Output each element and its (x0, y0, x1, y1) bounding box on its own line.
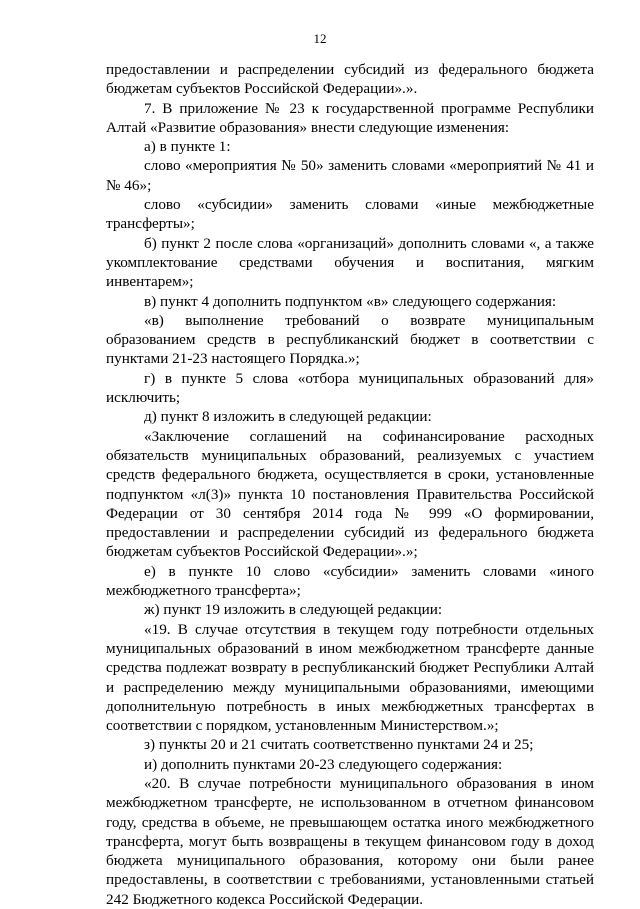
paragraph: предоставлении и распределении субсидий из федерального бюджета бюджетам субъектов Российской Федерации».». (106, 61, 594, 98)
paragraph: 7. В приложение № 23 к государственной программе Республики Алтай «Развитие образования» внести следующие изменения: (106, 99, 594, 136)
paragraph: «19. В случае отсутствия в текущем году потребности отдельных муниципальных образований в ином межбюджетном трансферте данные средства подлежат возврату в республиканский бюджет Республики Алтай и распределению между муниципальными образованиями, имеющими дополнительную потребность в иных межбюджетных трансфертах в соответствии с порядком, установленным Министерством.»; (106, 620, 594, 735)
paragraph: а) в пункте 1: (144, 138, 231, 156)
paragraph: д) пункт 8 изложить в следующей редакции: (144, 408, 432, 426)
paragraph: слово «субсидии» заменить словами «иные межбюджетные трансферты»; (106, 196, 594, 233)
paragraph: б) пункт 2 после слова «организаций» дополнить словами «, а также укомплектование средствами обучения и воспитания, мягким инвентарем»; (106, 234, 594, 291)
body-text (106, 60, 594, 909)
paragraph: ж) пункт 19 изложить в следующей редакции: (144, 601, 443, 619)
paragraph: «в) выполнение требований о возврате муниципальным образованием средств в республиканский бюджет в соответствии с пунктами 21-23 настоящего Порядка.»; (106, 311, 594, 368)
paragraph: «20. В случае потребности муниципального образования в ином межбюджетном трансферте, не использованном в отчетном финансовом году, средства в объеме, не превышающем остатка иного межбюджетного трансферта, могут быть возвращены в текущем финансовом году в доход бюджета муниципального образования, которому они были ранее предоставлены, в соответствии с требованиями, установленными статьей 242 Бюджетного кодекса Российской Федерации. (106, 774, 594, 908)
paragraph: слово «мероприятия № 50» заменить словами «мероприятий № 41 и № 46»; (106, 157, 594, 194)
page-number: 12 (313, 31, 327, 46)
paragraph: и) дополнить пунктами 20-23 следующего содержания: (144, 755, 503, 773)
paragraph: в) пункт 4 дополнить подпунктом «в» следующего содержания: (144, 292, 557, 310)
paragraph: «Заключение соглашений на софинансирование расходных обязательств муниципальных образований, реализуемых с участием средств федерального бюджета, осуществляется в сроки, установленные подпунктом «л(3)» пункта 10 постановления Правительства Российской Федерации от 30 сентября 2014 года № 999 «О формировании, предоставлении и распределении субсидий из федерального бюджета бюджетам субъектов Российской Федерации».»; (106, 427, 594, 561)
paragraph: г) в пункте 5 слова «отбора муниципальных образований для» исключить; (106, 369, 594, 407)
paragraph: з) пункты 20 и 21 считать соответственно пунктами 24 и 25; (144, 736, 534, 754)
paragraph: е) в пункте 10 слово «субсидии» заменить словами «иного межбюджетного трансферта»; (106, 562, 594, 600)
